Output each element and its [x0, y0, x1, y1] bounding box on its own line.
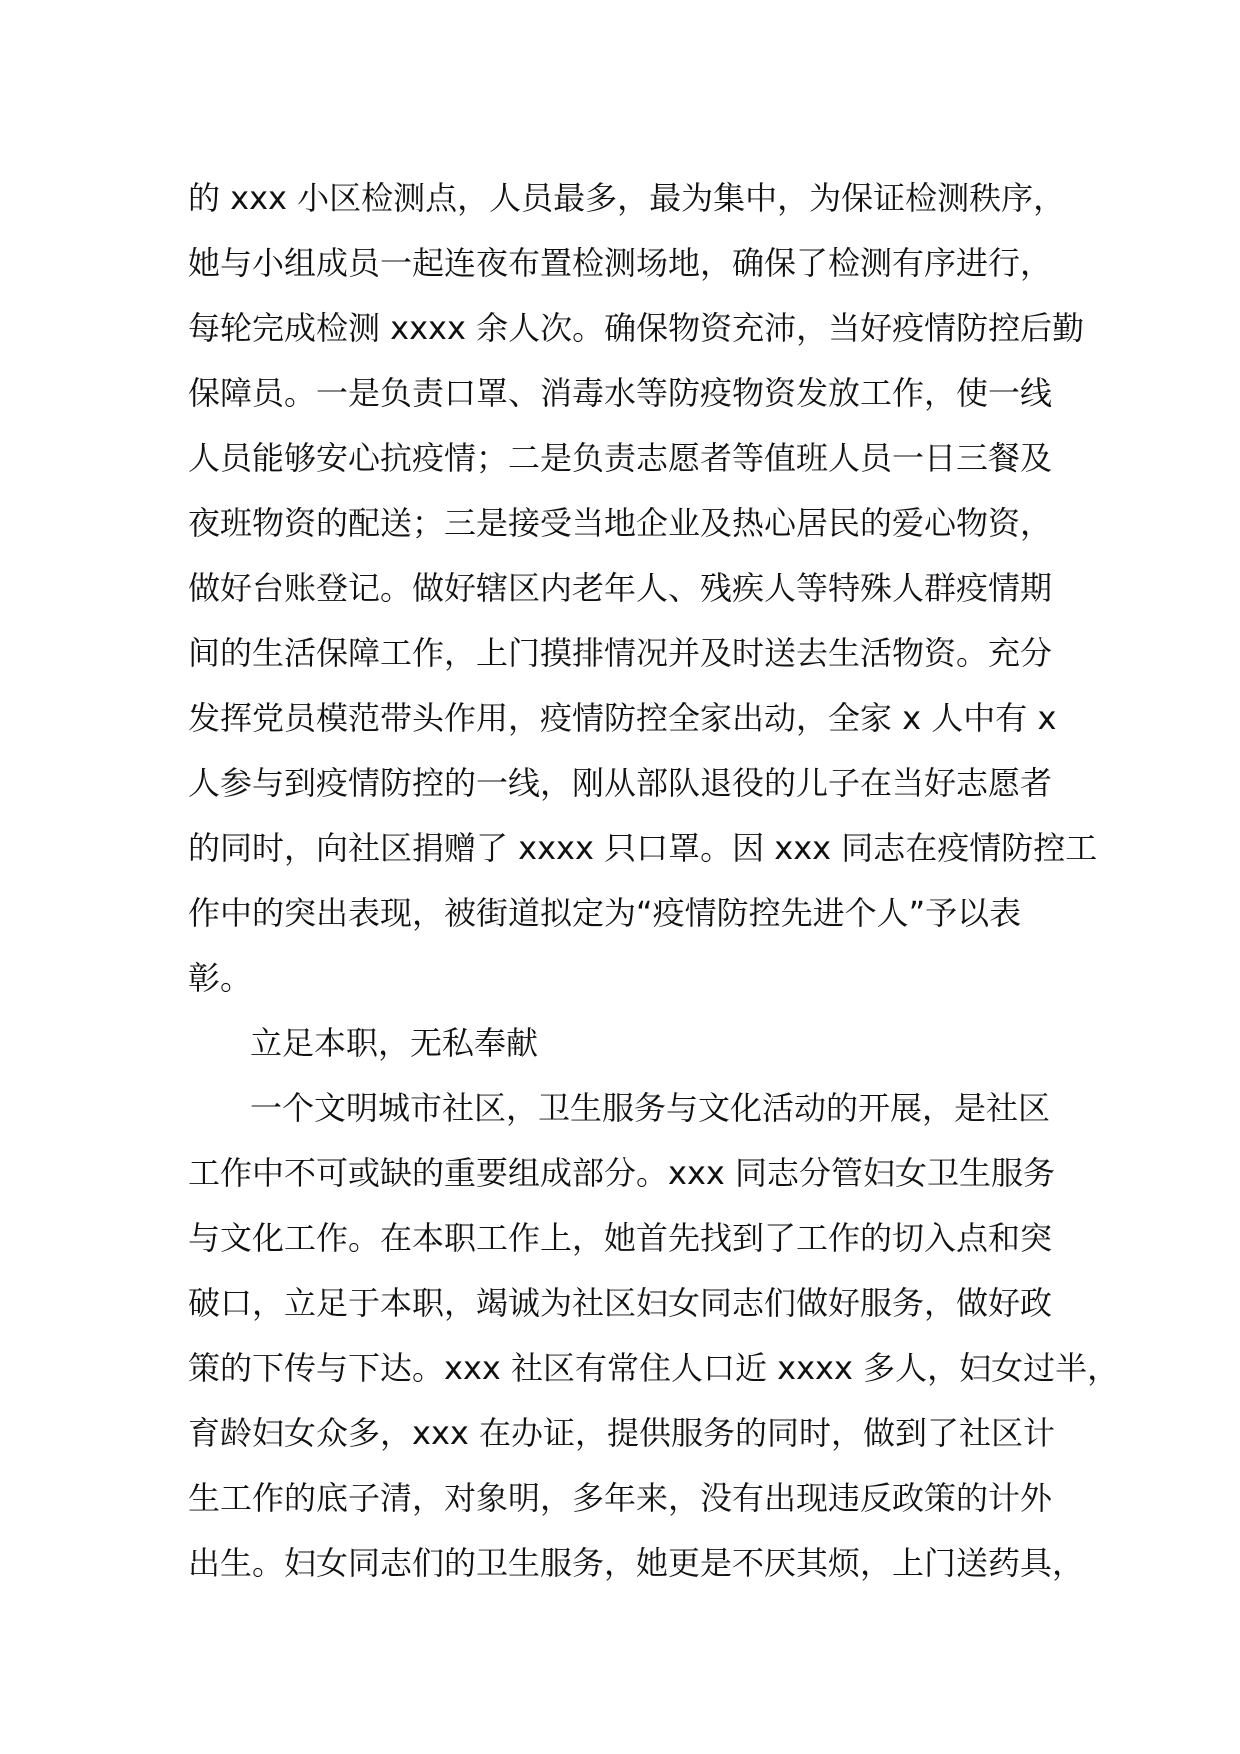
text-line: 保障员。一是负责口罩、消毒水等防疫物资发放工作，使一线 — [188, 374, 1053, 412]
text-line: 发挥党员模范带头作用，疫情防控全家出动，全家 x 人中有 x — [188, 699, 1057, 737]
section-heading: 立足本职，无私奉献 — [250, 1024, 539, 1062]
text-line: 的 xxx 小区检测点，人员最多，最为集中，为保证检测秩序， — [188, 179, 1066, 217]
text-line: 她与小组成员一起连夜布置检测场地，确保了检测有序进行， — [188, 244, 1053, 282]
text-line: 做好台账登记。做好辖区内老年人、残疾人等特殊人群疫情期 — [188, 569, 1053, 607]
text-line: 夜班物资的配送；三是接受当地企业及热心居民的爱心物资， — [188, 504, 1053, 542]
text-line: 工作中不可或缺的重要组成部分。xxx 同志分管妇女卫生服务 — [188, 1154, 1055, 1192]
text-line: 与文化工作。在本职工作上，她首先找到了工作的切入点和突 — [188, 1219, 1053, 1257]
text-line: 彰。 — [188, 959, 253, 997]
text-line: 生工作的底子清，对象明，多年来，没有出现违反政策的计外 — [188, 1479, 1053, 1517]
text-line: 破口，立足于本职，竭诚为社区妇女同志们做好服务，做好政 — [188, 1284, 1053, 1322]
text-line: 的同时，向社区捐赠了 xxxx 只口罩。因 xxx 同志在疫情防控工 — [188, 829, 1098, 867]
text-line: 人参与到疫情防控的一线，刚从部队退役的儿子在当好志愿者 — [188, 764, 1053, 802]
text-line: 每轮完成检测 xxxx 余人次。确保物资充沛，当好疫情防控后勤 — [188, 309, 1085, 347]
text-line: 人员能够安心抗疫情；二是负责志愿者等值班人员一日三餐及 — [188, 439, 1053, 477]
paragraph-start: 一个文明城市社区，卫生服务与文化活动的开展，是社区 — [250, 1089, 1051, 1127]
text-line: 策的下传与下达。xxx 社区有常住人口近 xxxx 多人，妇女过半， — [188, 1349, 1120, 1387]
document-body — [188, 166, 1120, 1596]
text-line: 育龄妇女众多，xxx 在办证，提供服务的同时，做到了社区计 — [188, 1414, 1055, 1452]
text-line: 出生。妇女同志们的卫生服务，她更是不厌其烦，上门送药具， — [188, 1544, 1085, 1582]
text-line: 作中的突出表现，被街道拟定为“疫情防控先进个人”予以表 — [188, 894, 1022, 932]
text-line: 间的生活保障工作，上门摸排情况并及时送去生活物资。充分 — [188, 634, 1053, 672]
